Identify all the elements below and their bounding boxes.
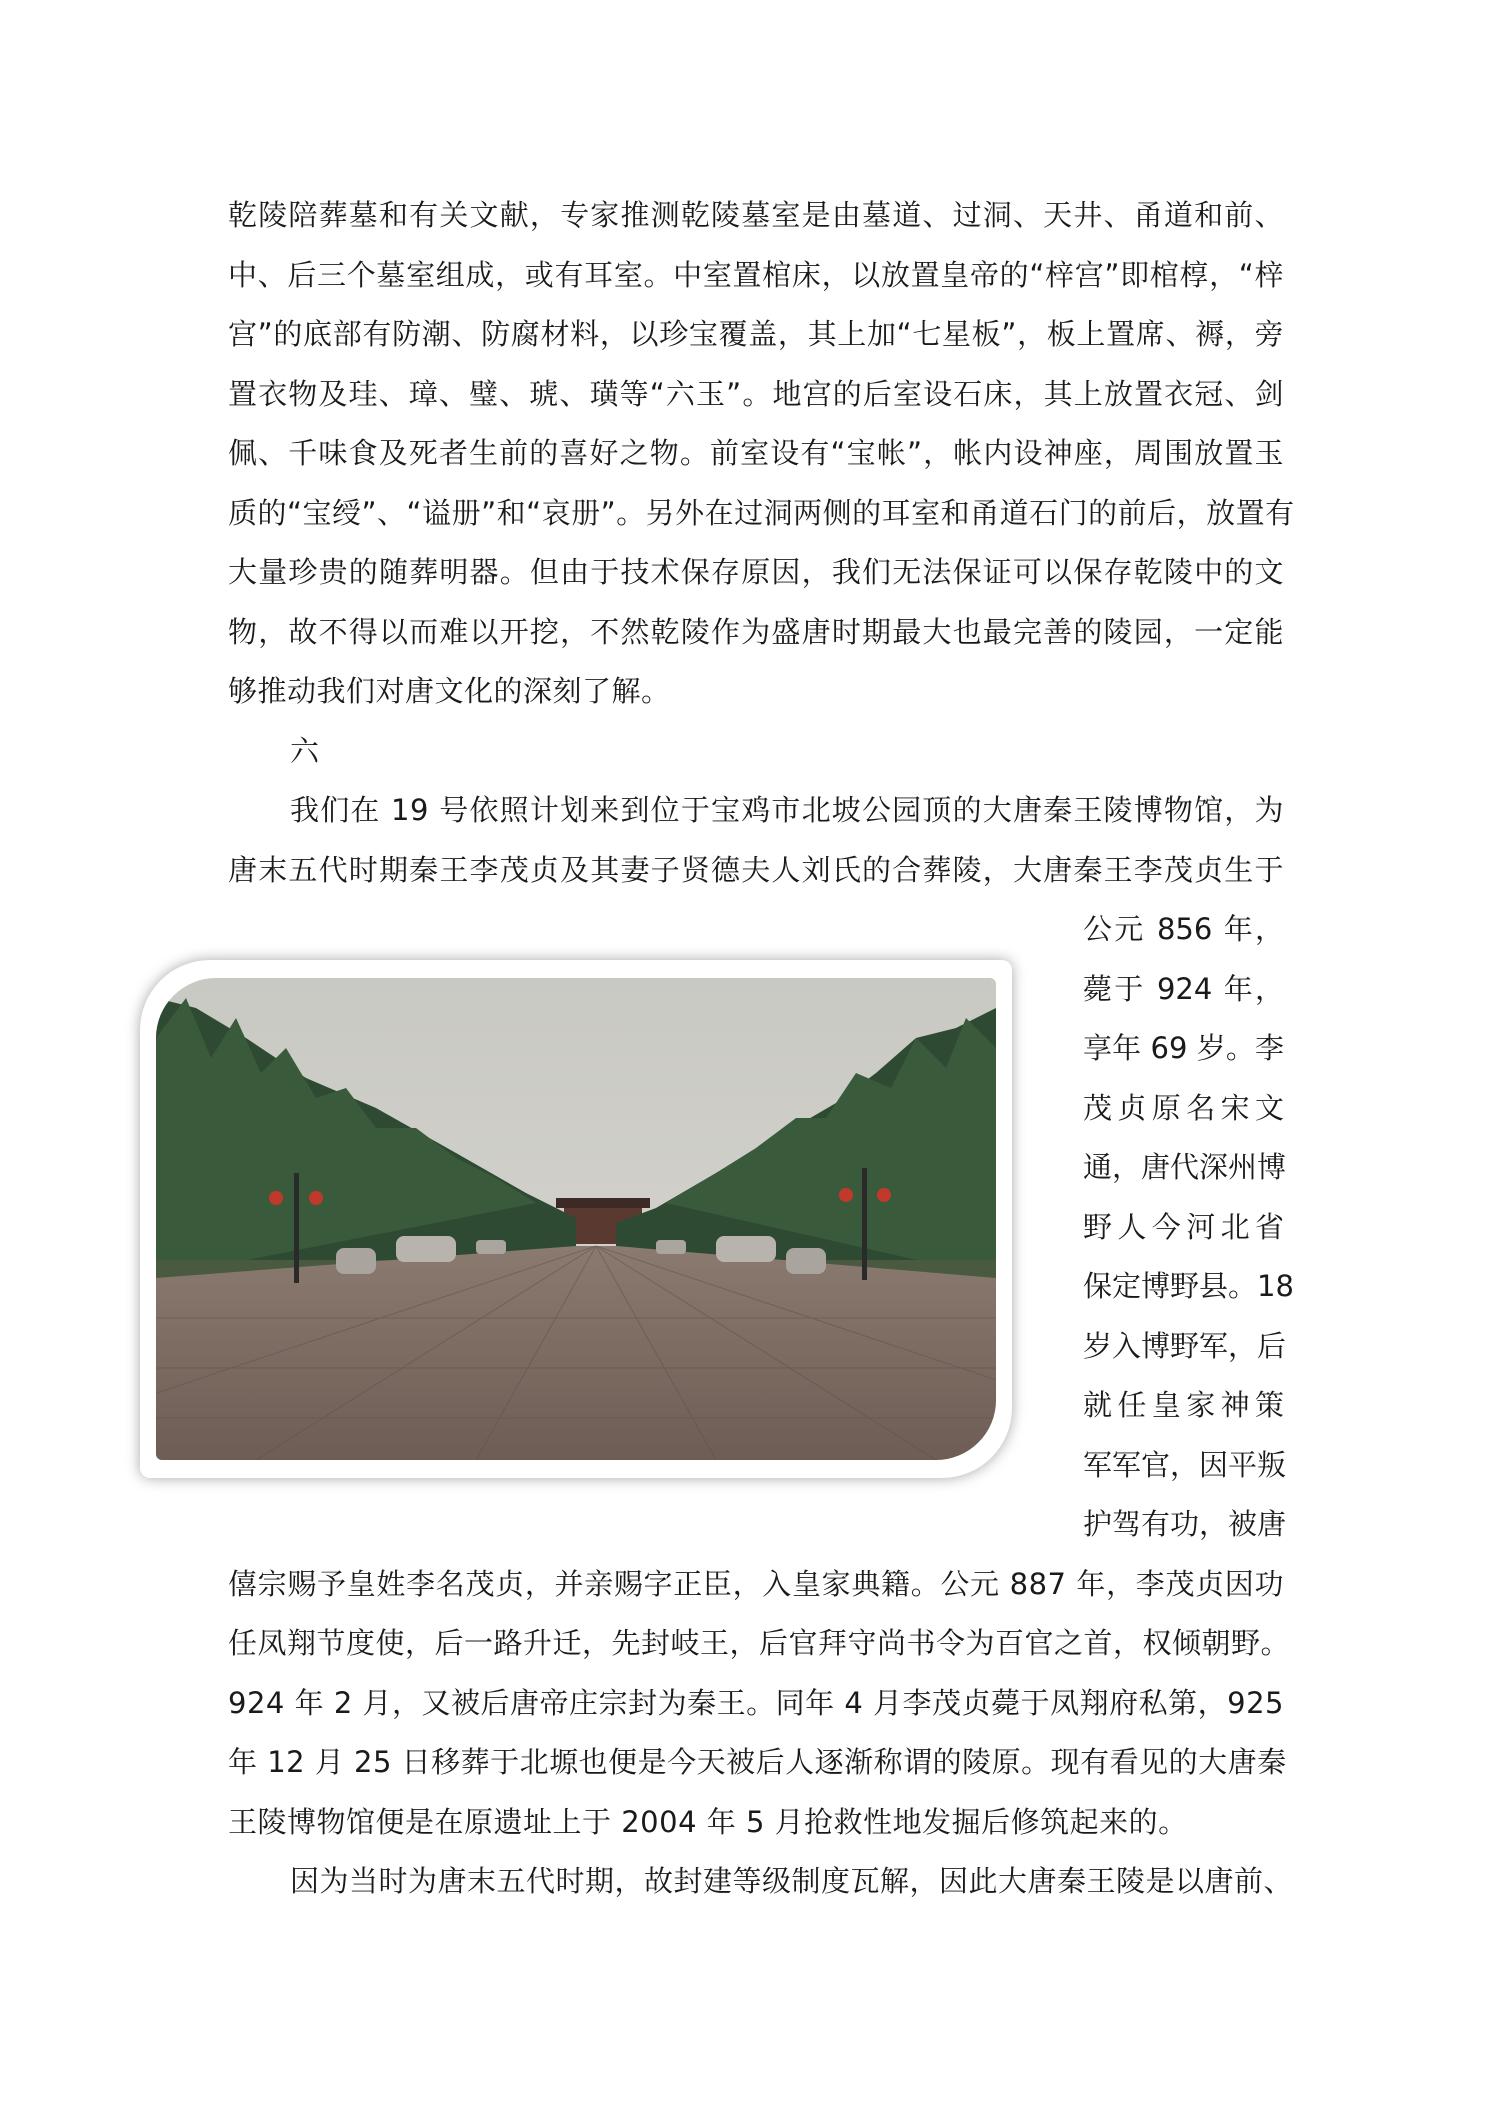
body-text-line: 置衣物及珪、璋、璧、琥、璜等“六玉”。地宫的后室设石床，其上放置衣冠、剑 — [228, 377, 1284, 411]
body-text-line: 王陵博物馆便是在原遗址上于 2004 年 5 月抢救性地发掘后修筑起来的。 — [228, 1805, 1188, 1839]
section-heading: 六 — [290, 734, 320, 768]
side-column-line: 保定博野县。18 — [1083, 1269, 1294, 1303]
side-column-line: 野人今河北省 — [1083, 1210, 1284, 1244]
side-column-line: 茂贞原名宋文 — [1083, 1091, 1284, 1125]
body-text-line: 佩、千味食及死者生前的喜好之物。前室设有“宝帐”，帐内设神座，周围放置玉 — [228, 436, 1284, 470]
body-text-line: 年 12 月 25 日移葬于北塬也便是今天被后人逐渐称谓的陵原。现有看见的大唐秦 — [228, 1745, 1287, 1779]
side-column-line: 岁入博野军，后 — [1083, 1329, 1287, 1363]
body-text-line: 物，故不得以而难以开挖，不然乾陵作为盛唐时期最大也最完善的陵园，一定能 — [228, 615, 1284, 649]
mausoleum-avenue-photo — [156, 978, 996, 1460]
body-text-line: 够推动我们对唐文化的深刻了解。 — [228, 674, 671, 708]
side-column-line: 就任皇家神策 — [1083, 1388, 1284, 1422]
body-text-line: 僖宗赐予皇姓李名茂贞，并亲赐字正臣，入皇家典籍。公元 887 年，李茂贞因功 — [228, 1567, 1284, 1601]
side-column-line: 享年 69 岁。李 — [1083, 1031, 1284, 1065]
body-text-line: 乾陵陪葬墓和有关文献，专家推测乾陵墓室是由墓道、过洞、天井、甬道和前、 — [228, 198, 1284, 232]
body-text-line: 唐末五代时期秦王李茂贞及其妻子贤德夫人刘氏的合葬陵，大唐秦王李茂贞生于 — [228, 853, 1284, 887]
body-text-line: 大量珍贵的随葬明器。但由于技术保存原因，我们无法保证可以保存乾陵中的文 — [228, 555, 1284, 589]
body-text-line: 924 年 2 月，又被后唐帝庄宗封为秦王。同年 4 月李茂贞薨于凤翔府私第，925 — [228, 1686, 1284, 1720]
side-column-line: 公元 856 年， — [1083, 912, 1284, 946]
body-text-line: 质的“宝绶”、“谥册”和“哀册”。另外在过洞两侧的耳室和甬道石门的前后，放置有 — [228, 496, 1295, 530]
side-column-line: 通，唐代深州博 — [1083, 1150, 1287, 1184]
side-column-line: 护驾有功，被唐 — [1083, 1507, 1287, 1541]
body-text-line: 中、后三个墓室组成，或有耳室。中室置棺床，以放置皇帝的“梓宫”即棺椁，“梓 — [228, 258, 1284, 292]
body-text-line: 任凤翔节度使，后一路升迁，先封岐王，后官拜守尚书令为百官之首，权倾朝野。 — [228, 1626, 1291, 1660]
body-text-line: 我们在 19 号依照计划来到位于宝鸡市北坡公园顶的大唐秦王陵博物馆，为 — [290, 793, 1284, 827]
side-column-line: 薨于 924 年， — [1083, 972, 1284, 1006]
side-column-line: 军军官，因平叛 — [1083, 1448, 1287, 1482]
body-text-line: 宫”的底部有防潮、防腐材料，以珍宝覆盖，其上加“七星板”，板上置席、褥，旁 — [228, 317, 1284, 351]
body-text-line: 因为当时为唐末五代时期，故封建等级制度瓦解，因此大唐秦王陵是以唐前、 — [290, 1864, 1294, 1898]
